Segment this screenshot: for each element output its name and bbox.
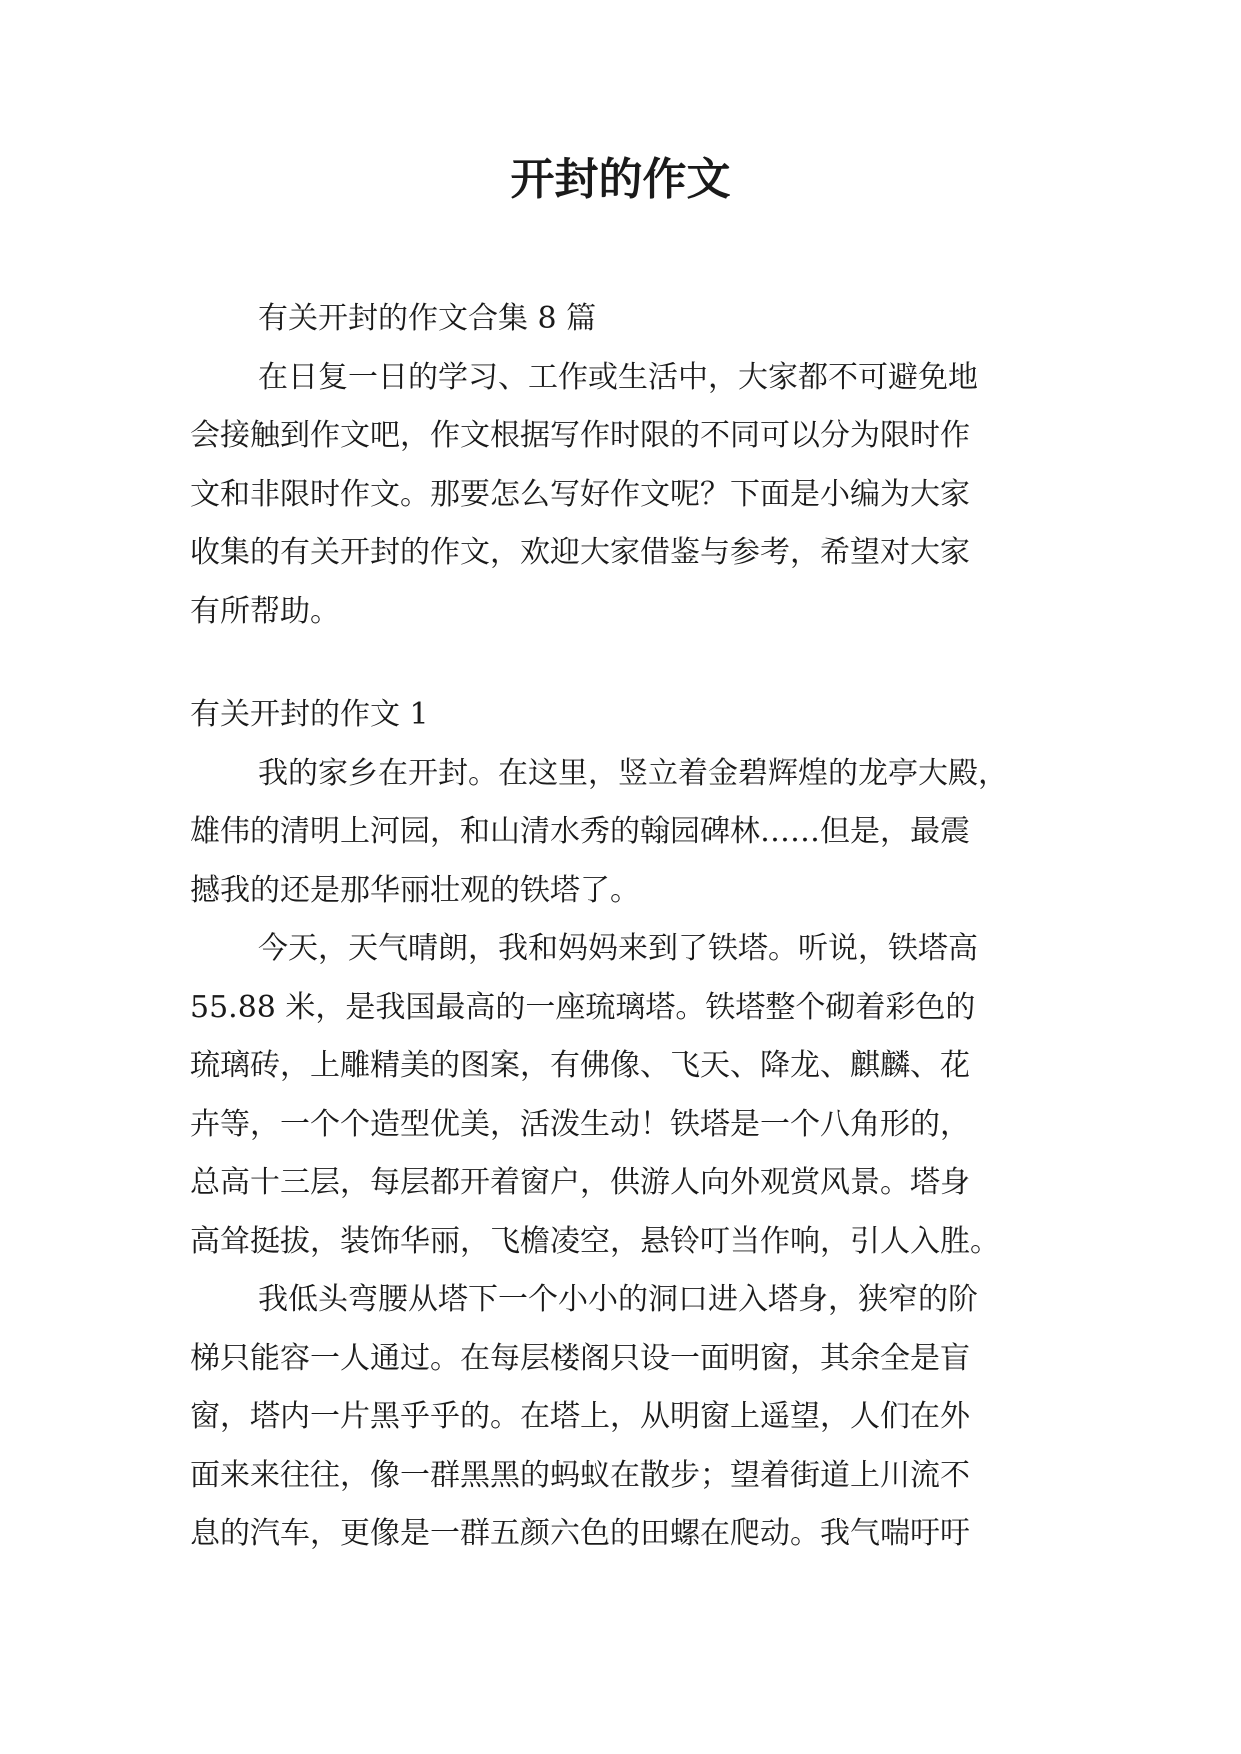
paragraph-line: 梯只能容一人通过。在每层楼阁只设一面明窗，其余全是盲 xyxy=(190,1340,970,1376)
paragraph-line: 面来来往往，像一群黑黑的蚂蚁在散步；望着街道上川流不 xyxy=(190,1457,970,1493)
paragraph-1 xyxy=(190,745,1050,921)
section-heading: 有关开封的作文 1 xyxy=(190,697,429,732)
paragraph-line: 总高十三层，每层都开着窗户，供游人向外观赏风景。塔身 xyxy=(190,1165,970,1200)
section-spacer xyxy=(190,641,1050,686)
paragraph-2 xyxy=(190,920,1050,1271)
paragraph-line: 撼我的还是那华丽壮观的铁塔了。 xyxy=(190,872,640,908)
paragraph-line: 窗，塔内一片黑乎乎的。在塔上，从明窗上遥望，人们在外 xyxy=(190,1399,970,1434)
intro-line: 有所帮助。 xyxy=(190,593,340,629)
document-title: 开封的作文 xyxy=(510,154,731,205)
paragraph-line: 我的家乡在开封。在这里，竖立着金碧辉煌的龙亭大殿， xyxy=(258,755,1008,791)
intro-line: 在日复一日的学习、工作或生活中，大家都不可避免地 xyxy=(258,359,978,395)
paragraph-line: 息的汽车，更像是一群五颜六色的田螺在爬动。我气喘吁吁 xyxy=(190,1516,970,1551)
paragraph-line: 高耸挺拔，装饰华丽，飞檐凌空，悬铃叮当作响，引人入胜。 xyxy=(190,1223,1000,1259)
intro-line: 文和非限时作文。那要怎么写好作文呢？下面是小编为大家 xyxy=(190,476,970,512)
paragraph-3 xyxy=(190,1271,1050,1564)
document-subtitle: 有关开封的作文合集 8 篇 xyxy=(258,301,597,336)
paragraph-line: 55.88 米，是我国最高的一座琉璃塔。铁塔整个砌着彩色的 xyxy=(190,989,976,1025)
paragraph-line: 雄伟的清明上河园，和山清水秀的翰园碑林……但是，最震 xyxy=(190,814,970,849)
intro-line: 会接触到作文吧，作文根据写作时限的不同可以分为限时作 xyxy=(190,418,970,453)
document-body xyxy=(190,290,1050,1564)
intro-line: 收集的有关开封的作文，欢迎大家借鉴与参考，希望对大家 xyxy=(190,535,970,570)
intro-paragraph xyxy=(190,349,1050,642)
paragraph-line: 琉璃砖，上雕精美的图案，有佛像、飞天、降龙、麒麟、花 xyxy=(190,1048,970,1083)
paragraph-line: 我低头弯腰从塔下一个小小的洞口进入塔身，狭窄的阶 xyxy=(258,1282,978,1317)
paragraph-line: 今天，天气晴朗，我和妈妈来到了铁塔。听说，铁塔高 xyxy=(258,931,978,966)
paragraph-line: 卉等，一个个造型优美，活泼生动！铁塔是一个八角形的， xyxy=(190,1106,970,1142)
